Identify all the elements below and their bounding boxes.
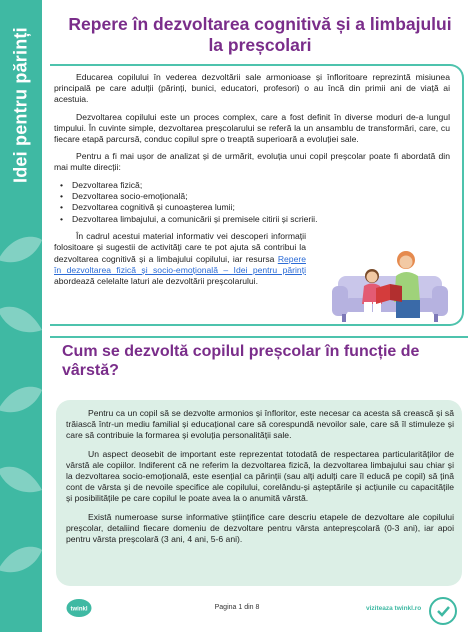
- resource-text-end: abordează celelalte laturi ale dezvoltării preșcolarului.: [54, 276, 258, 287]
- page-footer: [0, 596, 474, 632]
- list-item: • Dezvoltarea fizică;: [60, 180, 450, 191]
- intro-card: [50, 64, 464, 326]
- page-title: Repere în dezvoltarea cognitivă și a limbajului la preșcolari: [68, 14, 452, 55]
- leaf-decoration-icon: [0, 540, 42, 580]
- age-paragraph: Un aspect deosebit de important este reprezentat totodată de respectarea particularităților de vârstă ale copiilor. Indiferent că ne referim la dezvoltarea fizică, la dezvoltarea limbajului sau chiar și la dezvoltarea socio-emoțională, este esențial ca părinții (sau alți adulți care îl educă pe copil) să țină cont de vârsta și de nevoile specifice ale copilului, corelându-și așteptările și acțiunile cu capacitățile și posibilitățile pe care copilul le poate avea la o anumită vârstă.: [66, 448, 454, 504]
- list-item: • Dezvoltarea cognitivă și cunoașterea lumii;: [60, 202, 450, 213]
- website-link[interactable]: viziteaza twinkl.ro: [366, 605, 422, 612]
- resource-paragraph: [54, 231, 306, 287]
- age-development-card: [56, 400, 462, 586]
- resource-text: În cadrul acestui material informativ vei descoperi informații folositoare și sugestii de activități care te pot ajuta să contribui la dezvoltarea cognitivă și a limbajului copilului, iar resursa: [54, 231, 306, 264]
- leaf-decoration-icon: [0, 460, 42, 500]
- list-item: • Dezvoltarea socio-emoțională;: [60, 191, 450, 202]
- age-paragraph: Există numeroase surse informative științifice care descriu etapele de dezvoltare ale copilului preșcolar, detaliind fiecare domeniu de dezvoltare pentru vârsta antepreșcolară (0-3 ani), iar apoi pentru vârsta preșcolară (3 ani, 4 ani, 5-6 ani).: [66, 511, 454, 545]
- intro-paragraph: Educarea copilului în vederea dezvoltării sale armonioase și înfloritoare reprezintă misiunea principală pe care adulții (părinți, bunici, educatori, profesori) o au încă din primii ani de viață ai acestuia.: [54, 72, 450, 105]
- section-heading: Cum se dezvoltă copilul preșcolar în funcție de vârstă?: [62, 343, 420, 379]
- list-item: • Dezvoltarea limbajului, a comunicării și premisele citirii și scrierii.: [60, 214, 450, 225]
- leaf-decoration-icon: [0, 230, 42, 270]
- sidebar-label: Idei pentru părinți: [10, 27, 31, 183]
- quality-badge-icon: [428, 596, 458, 626]
- page-number: Pagina 1 din 8: [214, 604, 260, 611]
- parent-child-reading-illustration: [332, 246, 448, 322]
- page-content: [50, 0, 468, 632]
- development-directions-list: [60, 180, 450, 226]
- intro-paragraph: Dezvoltarea copilului este un proces complex, care a fost definit în diverse moduri de-a lungul timpului. În cuvinte simple, dezvoltarea preșcolarului se referă la un ansamblu de transformări, care, cu fiecare etapă parcursă, conduc copilul spre o treaptă superioară a evoluției sale.: [54, 111, 450, 145]
- leaf-decoration-icon: [0, 300, 42, 340]
- age-paragraph: Pentru ca un copil să se dezvolte armonios și înfloritor, este necesar ca acesta să crească și să trăiască într-un mediu familial și educațional care să corespundă nevoilor sale, care să îl stimuleze și care să contribuie la formarea și evoluția personalității sale.: [66, 408, 454, 441]
- sidebar: [0, 0, 42, 632]
- section-divider: [50, 336, 468, 338]
- logo-text: twinkl: [70, 606, 88, 613]
- resource-link[interactable]: Repere în dezvoltarea fizică și socio-emoțională – Idei pentru părinți: [54, 253, 306, 275]
- intro-paragraph: Pentru a fi mai ușor de analizat și de urmărit, evoluția unui copil preșcolar poate fi abordată din mai multe direcții:: [54, 151, 450, 173]
- leaf-decoration-icon: [0, 380, 42, 420]
